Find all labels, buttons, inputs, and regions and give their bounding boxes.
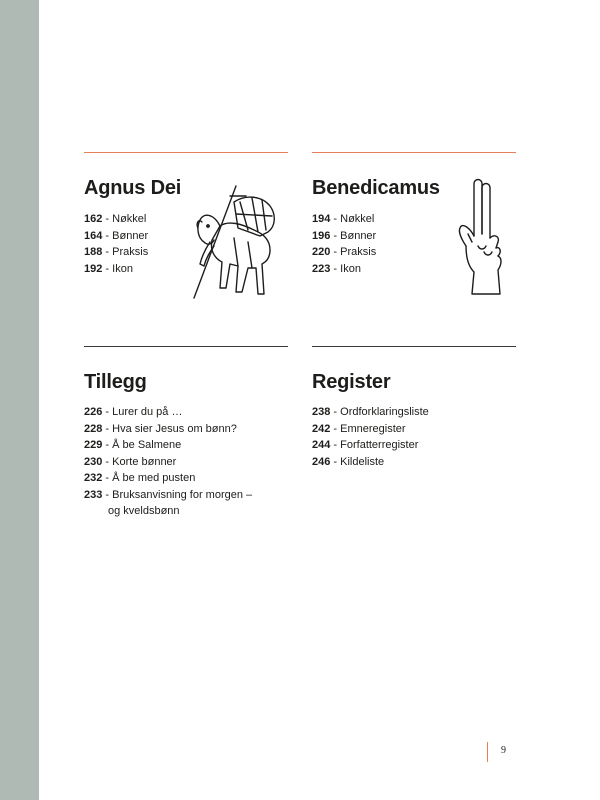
- page-number-marker: [487, 742, 488, 762]
- toc-separator: -: [102, 262, 113, 275]
- toc-entry[interactable]: [312, 437, 429, 454]
- page-number: 9: [501, 745, 506, 756]
- toc-entry-title: Lurer du på …: [112, 406, 183, 418]
- toc-entry-title: Kildeliste: [340, 455, 385, 468]
- toc-separator: -: [102, 422, 113, 435]
- toc-entry-title: Hva sier Jesus om bønn?: [112, 422, 237, 435]
- section-title: Register: [312, 371, 391, 393]
- entry-list: [84, 211, 148, 277]
- toc-page-number: 232: [84, 472, 103, 484]
- toc-separator: -: [330, 246, 341, 258]
- toc-page-number: 164: [84, 229, 103, 242]
- section-rule: [84, 152, 288, 153]
- toc-entry-title: Nøkkel: [340, 213, 375, 225]
- section-title: Tillegg: [84, 371, 147, 393]
- toc-entry-title: Emneregister: [340, 422, 406, 435]
- toc-separator: -: [330, 213, 341, 225]
- toc-entry[interactable]: [84, 244, 148, 261]
- toc-page-number: 228: [84, 422, 103, 435]
- toc-entry-title: Ikon: [340, 262, 361, 275]
- toc-entry-title: Bønner: [112, 229, 149, 242]
- toc-entry-title: Ikon: [112, 262, 133, 275]
- toc-page-number: 230: [84, 455, 103, 468]
- toc-separator: -: [102, 439, 113, 451]
- toc-separator: -: [330, 455, 341, 468]
- section-title: Agnus Dei: [84, 177, 182, 199]
- toc-separator: -: [102, 455, 113, 468]
- toc-separator: -: [330, 439, 341, 451]
- toc-entry-title: Bønner: [340, 229, 377, 242]
- toc-page-number: 220: [312, 246, 331, 258]
- toc-entry-title: Praksis: [112, 246, 149, 258]
- toc-page-number: 223: [312, 262, 331, 275]
- toc-entry[interactable]: [312, 421, 429, 438]
- entry-list: [312, 211, 376, 277]
- toc-entry-title: Å be Salmene: [112, 439, 182, 451]
- section-agnus-dei: [84, 152, 288, 275]
- toc-entry[interactable]: [312, 244, 376, 261]
- section-rule: [84, 346, 288, 347]
- toc-entry-title-continued: og kveldsbønn: [108, 505, 180, 517]
- toc-entry[interactable]: [84, 421, 252, 438]
- entry-list: [312, 404, 429, 470]
- toc-separator: -: [330, 229, 341, 242]
- toc-entry[interactable]: [312, 211, 376, 228]
- section-register: [312, 346, 516, 468]
- toc-page-number: 242: [312, 422, 331, 435]
- toc-separator: -: [102, 488, 113, 501]
- toc-page-number: 192: [84, 262, 103, 275]
- toc-entry[interactable]: [84, 437, 252, 454]
- toc-entry[interactable]: [312, 261, 376, 278]
- toc-separator: -: [102, 213, 113, 225]
- toc-separator: -: [330, 422, 341, 435]
- toc-page-number: 196: [312, 229, 331, 242]
- toc-page-number: 238: [312, 406, 331, 418]
- toc-entry[interactable]: [312, 454, 429, 471]
- section-rule: [312, 152, 516, 153]
- toc-entry-title: Praksis: [340, 246, 377, 258]
- toc-separator: -: [102, 472, 113, 484]
- toc-entry[interactable]: [312, 228, 376, 245]
- toc-page-number: 246: [312, 455, 331, 468]
- toc-page-number: 188: [84, 246, 103, 258]
- toc-entry[interactable]: [312, 404, 429, 421]
- toc-page-number: 194: [312, 213, 331, 225]
- toc-separator: -: [102, 406, 113, 418]
- side-color-bar: [0, 0, 39, 800]
- toc-entry[interactable]: [84, 404, 252, 421]
- toc-entry[interactable]: [84, 454, 252, 471]
- toc-entry[interactable]: [84, 470, 252, 487]
- blessing-hand-icon: [454, 176, 508, 298]
- toc-entry-title: Korte bønner: [112, 455, 177, 468]
- section-tillegg: [84, 346, 288, 517]
- toc-entry-title: Å be med pusten: [112, 472, 196, 484]
- toc-page-number: 244: [312, 439, 331, 451]
- lamb-with-cross-banner-icon: [190, 184, 282, 300]
- toc-page-number: 233: [84, 488, 103, 501]
- toc-separator: -: [102, 229, 113, 242]
- toc-entry[interactable]: [84, 228, 148, 245]
- toc-entry-title: Ordforklaringsliste: [340, 406, 429, 418]
- toc-separator: -: [330, 262, 341, 275]
- section-title: Benedicamus: [312, 177, 440, 199]
- section-benedicamus: [312, 152, 516, 275]
- toc-separator: -: [330, 406, 341, 418]
- toc-entry[interactable]: [84, 487, 252, 520]
- toc-entry[interactable]: [84, 211, 148, 228]
- toc-entry-title: Bruksanvisning for morgen –: [112, 488, 253, 501]
- toc-separator: -: [102, 246, 113, 258]
- toc-entry-title: Forfatterregister: [340, 439, 419, 451]
- section-rule: [312, 346, 516, 347]
- entry-list: [84, 404, 252, 520]
- toc-entry-title: Nøkkel: [112, 213, 147, 225]
- toc-page-number: 162: [84, 213, 103, 225]
- toc-entry[interactable]: [84, 261, 148, 278]
- toc-page-number: 226: [84, 406, 103, 418]
- toc-page-number: 229: [84, 439, 103, 451]
